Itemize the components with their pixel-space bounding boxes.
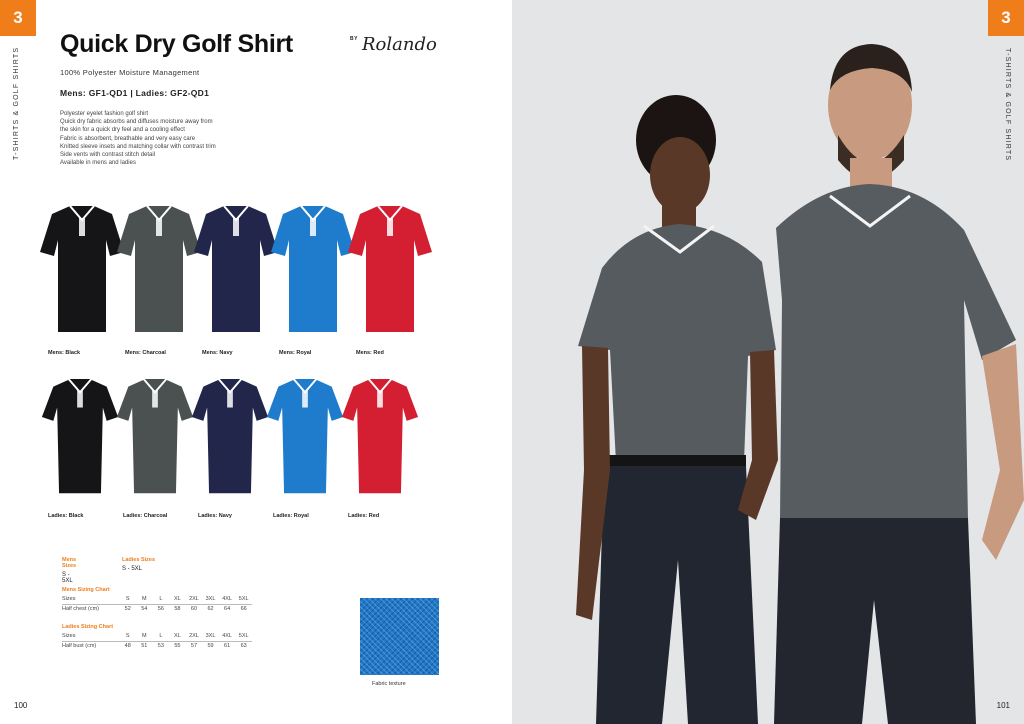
ladies-sizes-value: S - 5XL <box>122 566 143 572</box>
table-cell: 5XL <box>235 595 252 604</box>
feature-item: Quick dry fabric absorbs and diffuses moisture away from <box>60 119 213 126</box>
mens-sizes-value: S - 5XL <box>62 572 73 584</box>
table-cell: 62 <box>207 605 214 612</box>
shirt-caption: Mens: Charcoal <box>125 350 166 356</box>
product-title: Quick Dry Golf Shirt <box>60 30 293 58</box>
table-cell: 2XL <box>186 632 203 641</box>
mens-chart-title: Mens Sizing Chart <box>62 587 110 593</box>
table-cell: 4XL <box>219 595 236 604</box>
fabric-swatch-caption: Fabric texture <box>372 681 406 687</box>
ladies-sizing-table <box>62 632 252 650</box>
table-cell: S <box>119 595 136 604</box>
table-cell: 56 <box>157 605 164 612</box>
models-photo <box>512 0 1024 724</box>
table-cell: 64 <box>224 605 231 612</box>
table-cell: 52 <box>124 605 131 612</box>
shirt-image <box>340 370 420 506</box>
table-cell: M <box>136 632 153 641</box>
feature-item: Knitted sleeve insets and matching collar with contrast trim <box>60 143 216 150</box>
feature-list <box>60 110 270 167</box>
table-cell: 58 <box>174 605 181 612</box>
right-page <box>512 0 1024 724</box>
shirt-image <box>117 200 201 336</box>
table-cell: 4XL <box>219 632 236 641</box>
table-cell: S <box>119 632 136 641</box>
mens-sizing-table <box>62 595 252 613</box>
table-cell: 53 <box>157 642 164 649</box>
table-cell: 60 <box>190 605 198 612</box>
table-row <box>62 641 252 650</box>
ladies-chart-title: Ladies Sizing Chart <box>62 624 114 630</box>
table-cell: 5XL <box>235 632 252 641</box>
fabric-swatch <box>360 598 439 675</box>
product-codes: Mens: GF1-QD1 | Ladies: GF2-QD1 <box>60 88 210 98</box>
shirt-caption: Mens: Royal <box>279 350 312 356</box>
table-cell: 51 <box>141 642 148 649</box>
table-cell: L <box>153 595 170 604</box>
table-cell: 57 <box>190 642 198 649</box>
table-cell: XL <box>169 632 186 641</box>
table-cell: XL <box>169 595 186 604</box>
page-number-left: 100 <box>14 701 28 710</box>
table-row-label: Half chest (cm) <box>62 605 99 612</box>
shirt-image <box>194 200 278 336</box>
shirt-caption: Ladies: Charcoal <box>123 513 168 519</box>
table-cell: 54 <box>141 605 148 612</box>
table-row <box>62 632 252 641</box>
table-cell: 3XL <box>202 632 219 641</box>
table-row <box>62 595 252 604</box>
shirt-caption: Mens: Black <box>48 350 81 356</box>
table-cell: M <box>136 595 153 604</box>
brand-logo-text: Rolando <box>362 34 437 55</box>
table-cell: L <box>153 632 170 641</box>
brand-by: BY <box>350 36 358 42</box>
side-section-label: T-SHIRTS & GOLF SHIRTS <box>1004 48 1011 162</box>
shirt-caption: Mens: Red <box>356 350 384 356</box>
shirt-caption: Ladies: Red <box>348 513 380 519</box>
table-row-label: Sizes <box>62 595 119 604</box>
table-row <box>62 604 252 613</box>
feature-item: Available in mens and ladies <box>60 160 136 167</box>
table-cell: 55 <box>174 642 181 649</box>
shirt-image <box>40 370 120 506</box>
table-cell: 48 <box>124 642 131 649</box>
feature-item: the skin for a quick dry feel and a cooling effect <box>60 127 185 134</box>
ladies-sizes-label: Ladies Sizes <box>122 557 156 563</box>
shirt-caption: Ladies: Royal <box>273 513 309 519</box>
shirt-image <box>190 370 270 506</box>
fabric-subtitle: 100% Polyester Moisture Management <box>60 68 200 77</box>
table-cell: 3XL <box>202 595 219 604</box>
feature-item: Polyester eyelet fashion golf shirt <box>60 111 149 117</box>
shirt-image <box>265 370 345 506</box>
table-cell: 2XL <box>186 595 203 604</box>
section-tab: 3 <box>0 0 36 36</box>
side-section-label: T-SHIRTS & GOLF SHIRTS <box>13 46 20 160</box>
shirt-caption: Mens: Navy <box>202 350 233 356</box>
feature-item: Fabric is absorbent, breathable and very easy care <box>60 135 196 142</box>
table-cell: 59 <box>207 642 214 649</box>
table-row-label: Half bust (cm) <box>62 642 97 649</box>
mens-sizes-label: Mens Sizes <box>62 557 77 569</box>
shirt-caption: Ladies: Black <box>48 513 84 519</box>
male-model <box>774 44 1024 724</box>
shirt-image <box>271 200 355 336</box>
table-cell: 66 <box>240 605 247 612</box>
shirt-image <box>40 200 124 336</box>
shirt-image <box>348 200 432 336</box>
table-cell: 61 <box>224 642 231 649</box>
page-number-right: 101 <box>996 701 1010 710</box>
female-model <box>576 95 778 724</box>
shirt-caption: Ladies: Navy <box>198 513 232 519</box>
section-tab: 3 <box>988 0 1024 36</box>
shirt-image <box>115 370 195 506</box>
table-row-label: Sizes <box>62 632 119 641</box>
feature-item: Side vents with contrast stitch detail <box>60 152 156 159</box>
table-cell: 63 <box>240 642 247 649</box>
